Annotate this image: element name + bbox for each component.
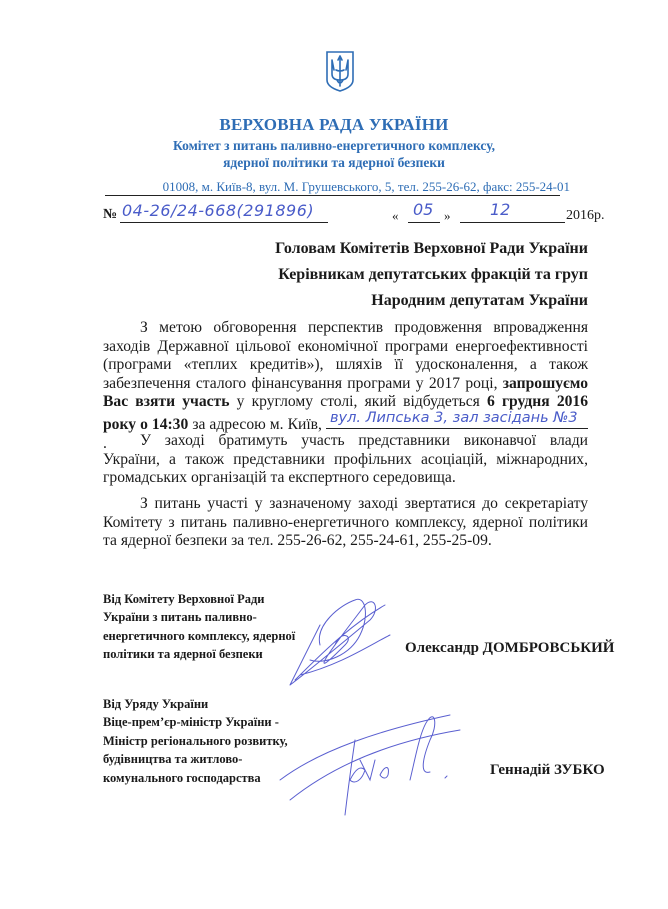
invitation-end: . <box>103 434 107 452</box>
institution-title: ВЕРХОВНА РАДА УКРАЇНИ <box>219 115 449 134</box>
signatory-name-dombrovskyi: Олександр ДОМБРОВСЬКИЙ <box>405 640 615 656</box>
date-day-handwritten: 05 <box>413 200 434 219</box>
registration-number-label: № <box>103 207 118 222</box>
signature-block-government <box>103 695 313 787</box>
registration-number-handwritten: 04-26/24-668(291896) <box>122 201 315 220</box>
signatory-name-zubko: Геннадій ЗУБКО <box>490 762 605 778</box>
invitation-call: запрошуємо Вас взяти участь <box>103 374 588 411</box>
addressee-faction-leaders: Керівникам депутатських фракцій та груп <box>278 266 588 283</box>
date-month-handwritten: 12 <box>490 200 511 219</box>
signature-block-line: політики та ядерної безпеки <box>103 647 263 662</box>
signature-block-line: енергетичного комплексу, ядерної <box>103 628 296 643</box>
committee-line-2: ядерної політики та ядерної безпеки <box>223 155 445 170</box>
event-datetime: 6 грудня 2016 року о 14:30 <box>103 393 589 433</box>
date-quote-open: « <box>392 208 399 223</box>
signature-block-committee <box>103 590 313 664</box>
signature-block-line: комунального господарства <box>103 770 261 785</box>
signature-block-line: будівництва та житлово- <box>103 752 243 767</box>
signature-block-line: Від Уряду України <box>103 697 209 711</box>
signature-block-line: України з питань паливно- <box>103 610 257 625</box>
committee-line-1: Комітет з питань паливно-енергетичного комплексу, <box>172 138 496 153</box>
participants-paragraph: У заході братимуть участь представники виконавчої влади України, а також представники профільних асоціацій, міжнародних, громадських організацій та експертного середовища. <box>103 432 588 487</box>
invitation-text-2: у круглому столі, який відбудеться <box>229 393 488 411</box>
signature-block-line: Міністр регіонального розвитку, <box>103 733 288 748</box>
committee-name <box>0 137 668 171</box>
date-year: 2016р. <box>566 208 605 223</box>
addressee-deputies: Народним депутатам України <box>371 292 588 309</box>
letterhead-divider <box>105 195 560 196</box>
signature-block-line: Від Комітету Верховної Ради <box>103 592 265 606</box>
date-quote-close: » <box>444 208 451 223</box>
venue-handwritten: вул. Липська 3, зал засідань №3 <box>329 409 578 426</box>
venue-field <box>326 409 588 429</box>
addressee-committee-heads: Головам Комітетів Верховної Ради України <box>275 240 588 257</box>
contact-paragraph: З питань участі у зазначеному заході звертатися до секретаріату Комітету з питань паливно-енергетичного комплексу, ядерної політики та ядерної безпеки за тел. 255-26-62, 255-24-61, 255-25-09. <box>103 495 588 550</box>
invitation-text-1: З метою обговорення перспектив продовження впровадження заходів Державної цільової економічної програми енергоефективності (програми «теплих кредитів»), шляхів її удосконалення, а також забезпечення сталого фінансування програми у 2017 році, <box>103 319 588 392</box>
coat-of-arms-icon <box>325 50 355 92</box>
letterhead-address: 01008, м. Київ-8, вул. М. Грушевського, 5, тел. 255-26-62, факс: 255-24-01 <box>162 179 570 194</box>
signature-block-line: Віце-прем’єр-міністр України - <box>103 715 279 730</box>
invitation-text-3: за адресою м. Київ, <box>188 415 326 433</box>
date-month-field <box>460 203 565 223</box>
